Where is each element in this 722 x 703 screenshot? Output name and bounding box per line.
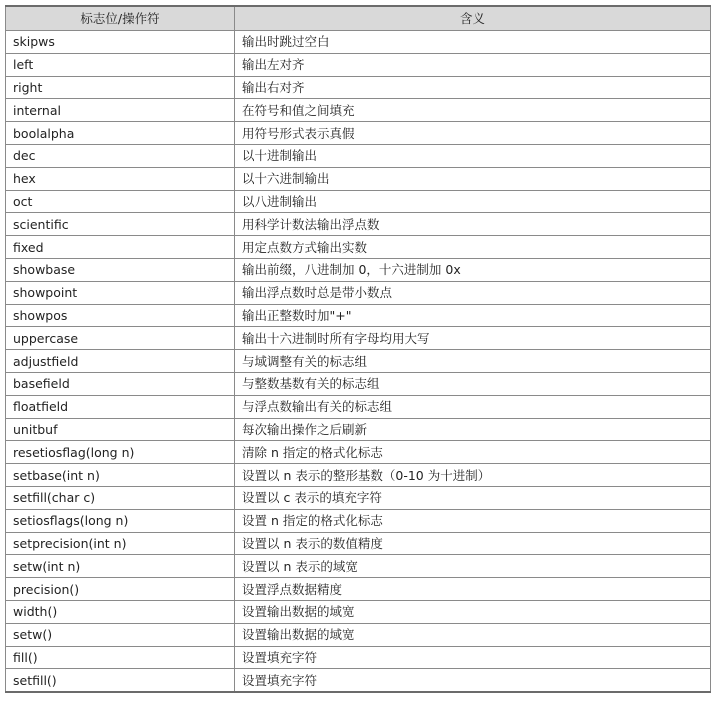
table-row (6, 144, 711, 167)
flag-cell: setfill() (6, 669, 235, 692)
flag-cell: floatfield (6, 395, 235, 418)
flag-cell: setfill(char c) (6, 486, 235, 509)
meaning-cell: 设置以 c 表示的填充字符 (235, 486, 711, 509)
meaning-cell: 输出左对齐 (235, 53, 711, 76)
table-row (6, 532, 711, 555)
flag-cell: resetiosflag(long n) (6, 441, 235, 464)
table-row (6, 669, 711, 692)
meaning-cell: 以八进制输出 (235, 190, 711, 213)
flag-cell: setw() (6, 623, 235, 646)
table-row (6, 327, 711, 350)
flags-table-container (5, 5, 710, 693)
flag-cell: boolalpha (6, 122, 235, 145)
meaning-cell: 设置浮点数据精度 (235, 578, 711, 601)
meaning-cell: 以十进制输出 (235, 144, 711, 167)
table-row (6, 350, 711, 373)
flag-cell: left (6, 53, 235, 76)
flag-cell: showpoint (6, 281, 235, 304)
meaning-cell: 设置 n 指定的格式化标志 (235, 509, 711, 532)
flag-cell: precision() (6, 578, 235, 601)
header-meaning: 含义 (235, 6, 711, 31)
meaning-cell: 设置以 n 表示的整形基数（0-10 为十进制） (235, 464, 711, 487)
meaning-cell: 输出十六进制时所有字母均用大写 (235, 327, 711, 350)
meaning-cell: 设置输出数据的域宽 (235, 600, 711, 623)
flag-cell: uppercase (6, 327, 235, 350)
flag-cell: scientific (6, 213, 235, 236)
table-row (6, 509, 711, 532)
table-header-row (6, 6, 711, 31)
flag-cell: basefield (6, 372, 235, 395)
table-row (6, 281, 711, 304)
flag-cell: setiosflags(long n) (6, 509, 235, 532)
flag-cell: showbase (6, 258, 235, 281)
table-row (6, 464, 711, 487)
meaning-cell: 输出浮点数时总是带小数点 (235, 281, 711, 304)
meaning-cell: 设置填充字符 (235, 669, 711, 692)
table-row (6, 578, 711, 601)
table-row (6, 53, 711, 76)
table-row (6, 122, 711, 145)
table-body (6, 31, 711, 693)
table-row (6, 395, 711, 418)
flag-cell: setbase(int n) (6, 464, 235, 487)
meaning-cell: 在符号和值之间填充 (235, 99, 711, 122)
flag-cell: showpos (6, 304, 235, 327)
flag-cell: right (6, 76, 235, 99)
meaning-cell: 用符号形式表示真假 (235, 122, 711, 145)
table-row (6, 600, 711, 623)
table-row (6, 441, 711, 464)
flag-cell: hex (6, 167, 235, 190)
flag-cell: internal (6, 99, 235, 122)
meaning-cell: 与浮点数输出有关的标志组 (235, 395, 711, 418)
meaning-cell: 与域调整有关的标志组 (235, 350, 711, 373)
flag-cell: setprecision(int n) (6, 532, 235, 555)
meaning-cell: 输出正整数时加"+" (235, 304, 711, 327)
table-row (6, 31, 711, 54)
flag-cell: fixed (6, 236, 235, 259)
meaning-cell: 设置以 n 表示的数值精度 (235, 532, 711, 555)
table-row (6, 555, 711, 578)
table-row (6, 304, 711, 327)
meaning-cell: 输出前缀，八进制加 0，十六进制加 0x (235, 258, 711, 281)
table-row (6, 258, 711, 281)
meaning-cell: 设置填充字符 (235, 646, 711, 669)
meaning-cell: 输出时跳过空白 (235, 31, 711, 54)
table-row (6, 167, 711, 190)
meaning-cell: 设置输出数据的域宽 (235, 623, 711, 646)
meaning-cell: 用科学计数法输出浮点数 (235, 213, 711, 236)
flag-cell: fill() (6, 646, 235, 669)
meaning-cell: 以十六进制输出 (235, 167, 711, 190)
flag-cell: dec (6, 144, 235, 167)
meaning-cell: 每次输出操作之后刷新 (235, 418, 711, 441)
meaning-cell: 用定点数方式输出实数 (235, 236, 711, 259)
flag-cell: skipws (6, 31, 235, 54)
table-row (6, 190, 711, 213)
meaning-cell: 与整数基数有关的标志组 (235, 372, 711, 395)
table-row (6, 99, 711, 122)
table-row (6, 213, 711, 236)
table-row (6, 646, 711, 669)
flag-cell: oct (6, 190, 235, 213)
table-row (6, 623, 711, 646)
meaning-cell: 清除 n 指定的格式化标志 (235, 441, 711, 464)
flag-cell: width() (6, 600, 235, 623)
table-row (6, 486, 711, 509)
table-row (6, 76, 711, 99)
meaning-cell: 设置以 n 表示的域宽 (235, 555, 711, 578)
table-row (6, 372, 711, 395)
flag-cell: adjustfield (6, 350, 235, 373)
table-row (6, 236, 711, 259)
flags-table (5, 5, 711, 693)
flag-cell: unitbuf (6, 418, 235, 441)
flag-cell: setw(int n) (6, 555, 235, 578)
meaning-cell: 输出右对齐 (235, 76, 711, 99)
table-row (6, 418, 711, 441)
header-flag: 标志位/操作符 (6, 6, 235, 31)
